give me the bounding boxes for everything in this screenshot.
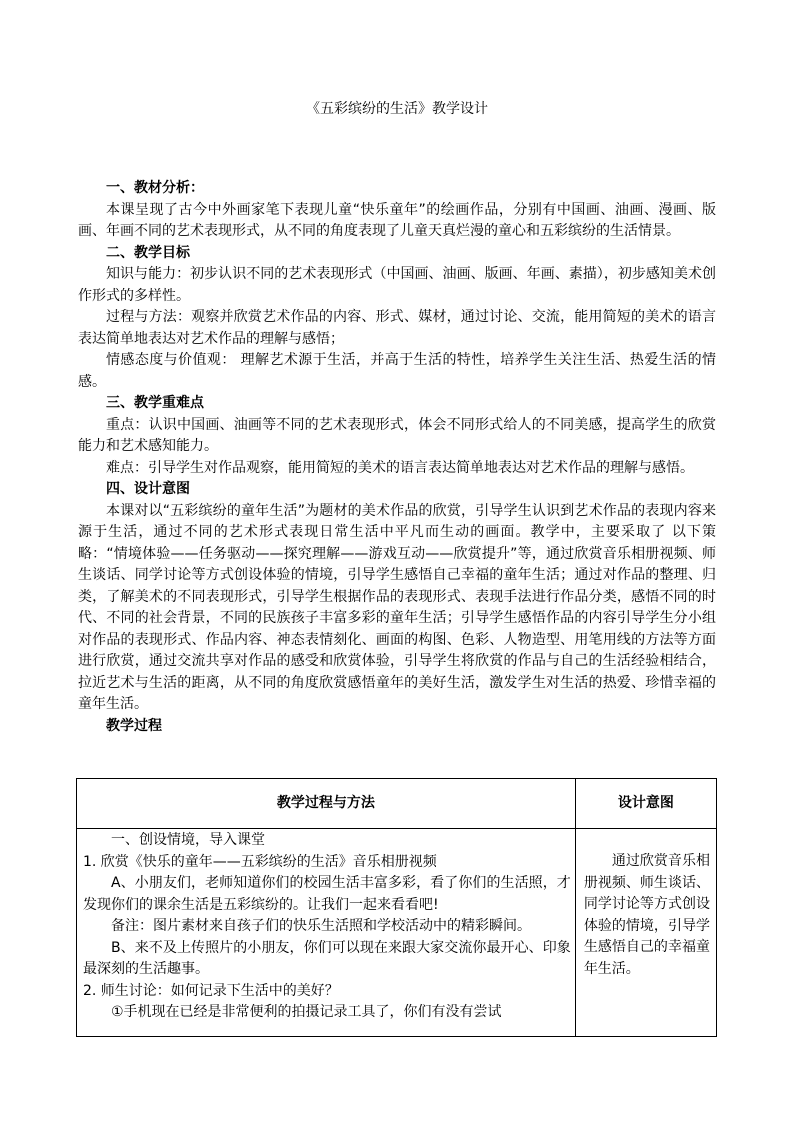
table-header-cell: 设计意图 <box>575 779 716 829</box>
section-heading-objectives: 二、教学目标 <box>106 244 190 261</box>
process-heading: 教学过程 <box>106 717 162 734</box>
table-header-row <box>77 779 717 829</box>
teaching-process-table <box>76 778 717 1037</box>
process-line: A、小朋友们，老师知道你们的校园生活丰富多彩，看了你们的生活照，才发现你们的课余生活是五彩缤纷的。让我们一起来看看吧! <box>83 875 571 913</box>
process-line: 备注：图片素材来自孩子们的快乐生活照和学校活动中的精彩瞬间。 <box>111 918 531 934</box>
section-heading-design-intent: 四、设计意图 <box>106 481 190 497</box>
section-heading-key-points: 三、教学重难点 <box>106 395 204 411</box>
section-paragraph: 情感态度与价值观： 理解艺术源于生活，并高于生活的特性，培养学生关注生活、热爱生活的情感。 <box>78 352 716 390</box>
section-paragraph: 重点：认识中国画、油画等不同的艺术表现形式，体会不同形式给人的不同美感，提高学生的欣赏能力和艺术感知能力。 <box>78 416 716 454</box>
process-cell-content <box>83 830 571 1036</box>
process-line: B、来不及上传照片的小朋友，你们可以现在来跟大家交流你最开心、印象最深刻的生活趣事。 <box>83 939 571 977</box>
section-paragraph: 难点：引导学生对作品观察，能用简短的美术的语言表达简单地表达对艺术作品的理解与感悟。 <box>106 459 694 476</box>
section-paragraph: 知识与能力：初步认识不同的艺术表现形式（中国画、油画、版画、年画、素描），初步感知美术创作形式的多样性。 <box>78 266 716 304</box>
process-line: 2. 师生讨论：如何记录下生活中的美好？ <box>83 982 339 999</box>
section-paragraph: 本课对以“五彩缤纷的童年生活”为题材的美术作品的欣赏，引导学生认识到艺术作品的表现内容来源于生活，通过不同的艺术形式表现日常生活中平凡而生动的画面。教学中，主要采取了 以下策略：“情境体验——任务驱动——探究理解——游戏互动——欣赏提升”等，通过欣赏音乐相册视频、师生谈话、同学讨论等方式创设体验的情境，引导学生感悟自己幸福的童年生活；通过对作品的整理、归类，了解美术的不同表现形式，引导学生根据作品的表现形式、表现手法进行作品分类，感悟不同的时代、不同的社会背景，不同的民族孩子丰富多彩的童年生活；引导学生感悟作品的内容引导学生分小组对作品的表现形式、作品内容、神态表情刻化、画面的构图、色彩、人物造型、用笔用线的方法等方面进行欣赏，通过交流共享对作品的感受和欣赏体验，引导学生将欣赏的作品与自己的生活经验相结合，拉近艺术与生活的距离，从不同的角度欣赏感悟童年的美好生活，激发学生对生活的热爱、珍惜幸福的童年生活。 <box>78 502 716 712</box>
process-line: 一、创设情境，导入课堂 <box>111 832 265 848</box>
intent-cell <box>575 829 716 1037</box>
document-title: 《五彩缤纷的生活》教学设计 <box>306 101 488 117</box>
process-line: ①手机现在已经是非常便利的拍摄记录工具了，你们有没有尝试 <box>111 1004 502 1020</box>
section-heading-analysis: 一、教材分析： <box>106 180 204 196</box>
table-row <box>77 829 717 1037</box>
process-cell <box>77 829 576 1037</box>
document-body <box>78 178 716 737</box>
intent-text: 通过欣赏音乐相册视频、师生谈话、同学讨论等方式创设体验的情境，引导学生感悟自己的幸福童年生活。 <box>583 853 710 977</box>
table-header-cell: 教学过程与方法 <box>77 779 576 829</box>
process-line: 1. 欣赏《快乐的童年——五彩缤纷的生活》音乐相册视频 <box>83 853 437 870</box>
section-paragraph: 过程与方法：观察并欣赏艺术作品的内容、形式、媒材，通过讨论、交流，能用简短的美术的语言表达简单地表达对艺术作品的理解与感悟； <box>78 309 716 347</box>
section-paragraph: 本课呈现了古今中外画家笔下表现儿童“快乐童年”的绘画作品，分别有中国画、油画、漫画、版画、年画不同的艺术表现形式，从不同的角度表现了儿童天真烂漫的童心和五彩缤纷的生活情景。 <box>78 201 716 239</box>
